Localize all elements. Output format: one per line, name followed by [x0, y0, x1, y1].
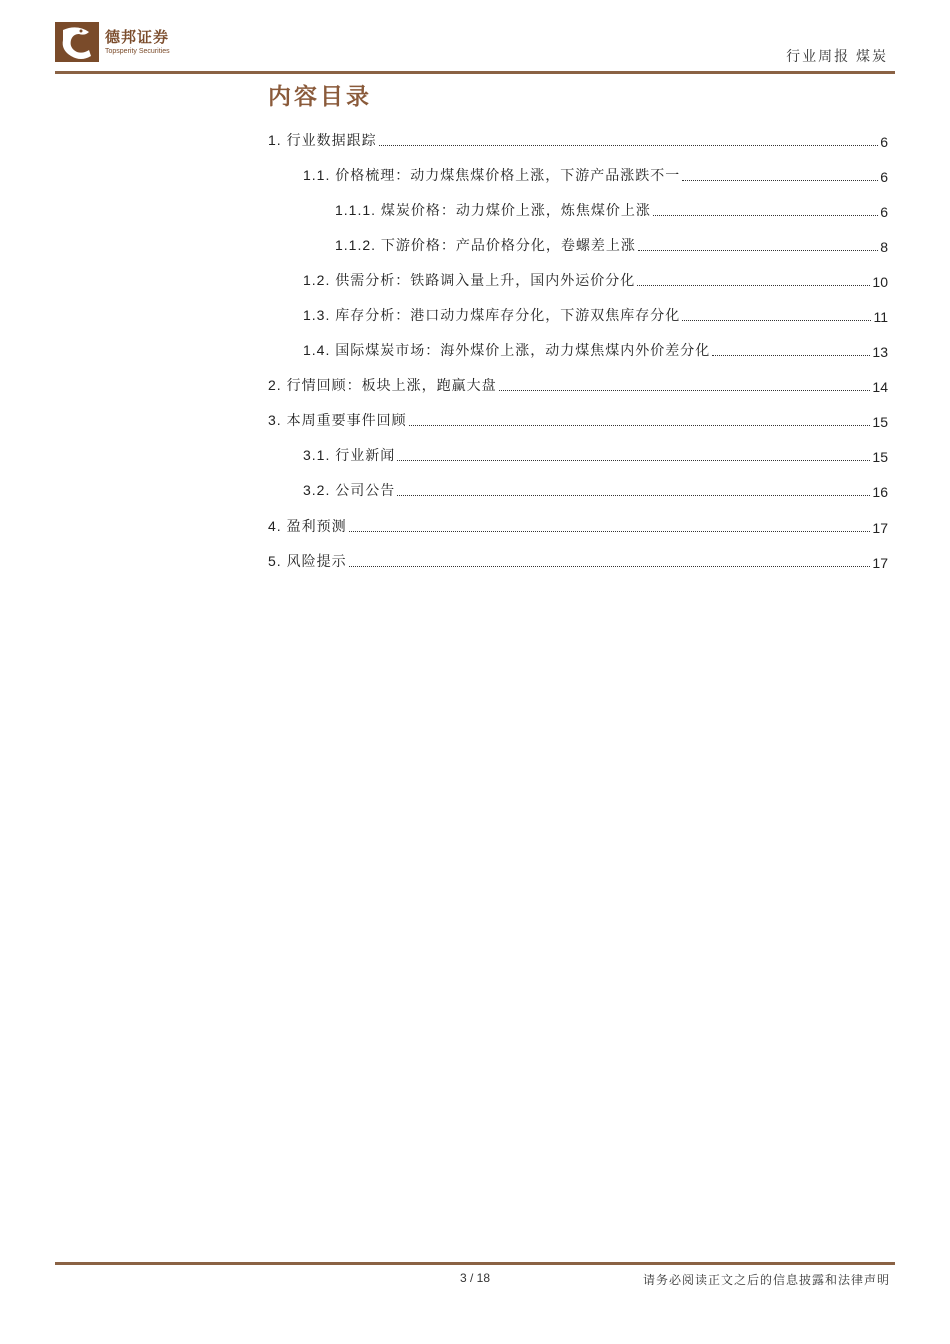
toc-leader-dots: [409, 425, 871, 426]
toc-item-page: 15: [872, 414, 888, 430]
dragon-logo-icon: [55, 22, 99, 62]
toc-leader-dots: [499, 390, 871, 391]
toc-item-label: 1.1.1. 煤炭价格：动力煤价上涨，炼焦煤价上涨: [335, 202, 651, 218]
header-divider: [55, 71, 895, 74]
page-number: 3 / 18: [459, 1271, 491, 1285]
toc-item-page: 13: [872, 344, 888, 360]
toc-item-page: 16: [872, 484, 888, 500]
toc-item-label: 1. 行业数据跟踪: [268, 132, 377, 148]
footer-divider: [55, 1262, 895, 1265]
toc-leader-dots: [682, 320, 871, 321]
toc-item-page: 15: [872, 449, 888, 465]
toc-item-label: 1.3. 库存分析：港口动力煤库存分化，下游双焦库存分化: [303, 307, 681, 323]
toc-item-page: 8: [880, 239, 888, 255]
toc-item-page: 17: [872, 520, 888, 536]
toc-item[interactable]: [268, 516, 888, 536]
toc-item[interactable]: [268, 445, 888, 465]
toc-item[interactable]: [268, 551, 888, 571]
toc-leader-dots: [682, 180, 878, 181]
toc-item[interactable]: [268, 375, 888, 395]
toc-item-label: 1.4. 国际煤炭市场：海外煤价上涨，动力煤焦煤内外价差分化: [303, 342, 711, 358]
toc-item-page: 10: [872, 274, 888, 290]
toc-item[interactable]: [268, 270, 888, 290]
toc-leader-dots: [397, 495, 870, 496]
toc-item[interactable]: [268, 130, 888, 150]
toc-item[interactable]: [268, 305, 888, 325]
company-logo: [55, 22, 170, 62]
toc-leader-dots: [712, 355, 870, 356]
toc-item-page: 17: [872, 555, 888, 571]
toc-item-label: 5. 风险提示: [268, 553, 347, 569]
toc-item-label: 4. 盈利预测: [268, 518, 347, 534]
toc-leader-dots: [349, 566, 871, 567]
toc-leader-dots: [349, 531, 871, 532]
toc-item-page: 6: [880, 204, 888, 220]
legal-disclaimer: 请务必阅读正文之后的信息披露和法律声明: [642, 1273, 890, 1287]
toc-item-page: 14: [872, 379, 888, 395]
toc-item-page: 6: [880, 169, 888, 185]
toc-leader-dots: [653, 215, 878, 216]
page-header: [0, 0, 950, 80]
toc-leader-dots: [379, 145, 879, 146]
toc-item-page: 11: [873, 309, 888, 325]
toc-item-label: 2. 行情回顾：板块上涨，跑赢大盘: [268, 377, 497, 393]
toc-item[interactable]: [268, 480, 888, 500]
toc-item[interactable]: [268, 235, 888, 255]
toc-item-label: 3.2. 公司公告: [303, 482, 396, 498]
toc-item-label: 3. 本周重要事件回顾: [268, 412, 407, 428]
report-type: 行业周报 煤炭: [786, 48, 888, 64]
toc-item[interactable]: [268, 200, 888, 220]
toc-leader-dots: [638, 250, 878, 251]
toc-item[interactable]: [268, 410, 888, 430]
toc-item-page: 6: [880, 134, 888, 150]
toc-leader-dots: [637, 285, 870, 286]
logo-en-text: Topsperity Securities: [105, 47, 170, 55]
toc-item-label: 1.2. 供需分析：铁路调入量上升，国内外运价分化: [303, 272, 636, 288]
logo-cn-text: 德邦证券: [105, 28, 170, 46]
toc-item[interactable]: [268, 165, 888, 185]
toc-leader-dots: [397, 460, 870, 461]
toc-item-label: 1.1.2. 下游价格：产品价格分化，卷螺差上涨: [335, 237, 636, 253]
toc-item-label: 3.1. 行业新闻: [303, 447, 396, 463]
toc-item[interactable]: [268, 340, 888, 360]
toc-title: 内容目录: [268, 83, 372, 109]
toc-item-label: 1.1. 价格梳理：动力煤焦煤价格上涨，下游产品涨跌不一: [303, 167, 681, 183]
